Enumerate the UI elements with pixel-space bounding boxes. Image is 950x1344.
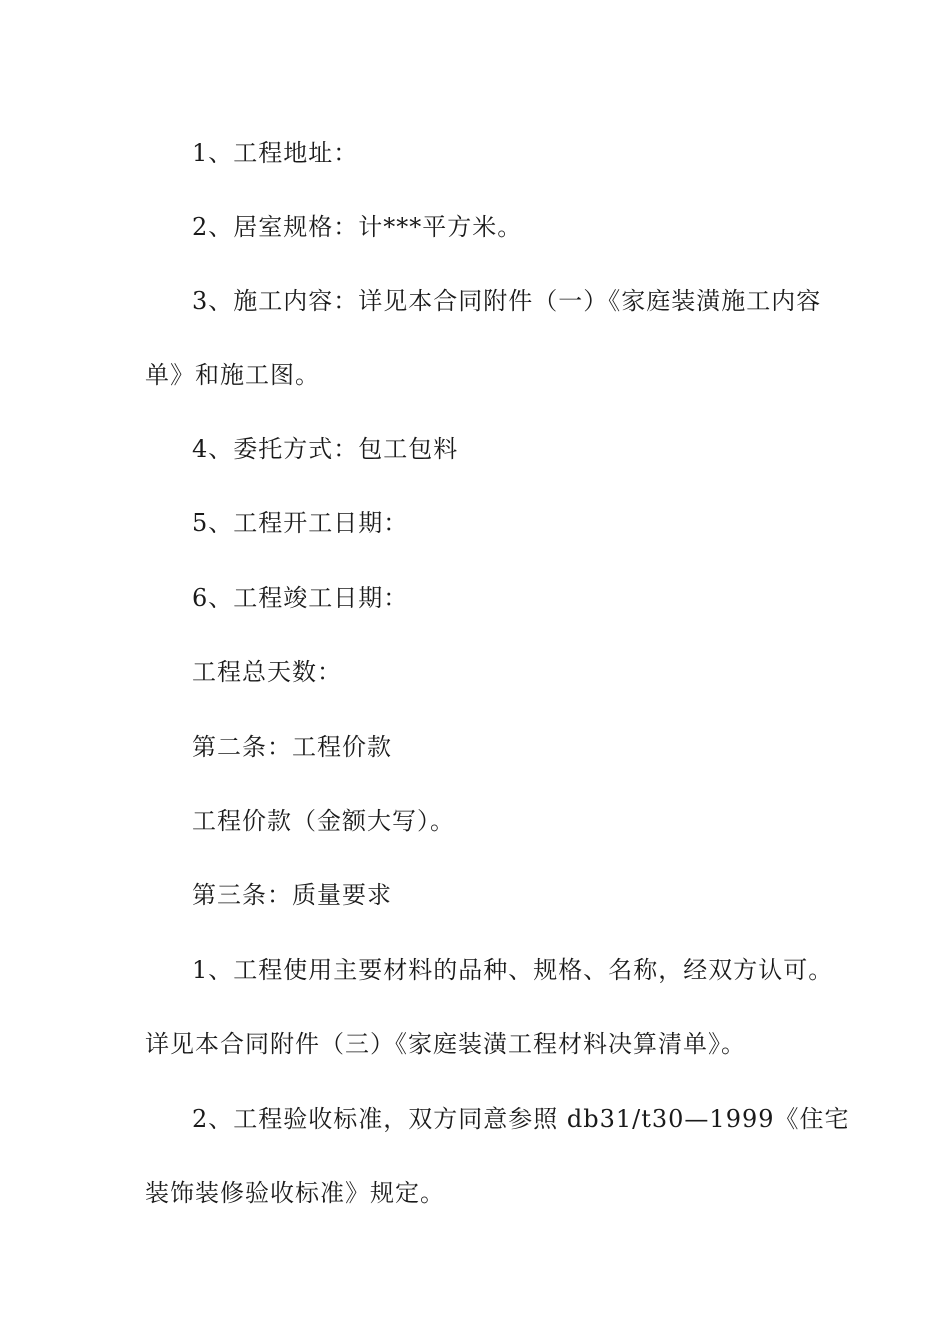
article-2-heading: 第二条：工程价款 <box>192 733 392 761</box>
item-acceptance-standard-continued: 装饰装修验收标准》规定。 <box>145 1179 445 1207</box>
item-project-address: 1、工程地址： <box>192 139 359 167</box>
item-total-days: 工程总天数： <box>192 658 342 686</box>
item-completion-date: 6、工程竣工日期： <box>192 584 409 612</box>
item-room-size: 2、居室规格：计***平方米。 <box>192 213 523 241</box>
item-acceptance-standard: 2、工程验收标准，双方同意参照 db31/t30—1999《住宅 <box>192 1105 850 1133</box>
item-start-date: 5、工程开工日期： <box>192 509 409 537</box>
item-materials-continued: 详见本合同附件（三）《家庭装潢工程材料决算清单》。 <box>145 1030 746 1058</box>
item-construction-content-continued: 单》和施工图。 <box>145 361 320 389</box>
item-materials: 1、工程使用主要材料的品种、规格、名称，经双方认可。 <box>192 956 834 984</box>
item-commission-method: 4、委托方式：包工包料 <box>192 435 459 463</box>
item-project-price: 工程价款（金额大写）。 <box>192 807 455 835</box>
article-3-heading: 第三条：质量要求 <box>192 881 392 909</box>
item-construction-content: 3、施工内容：详见本合同附件（一）《家庭装潢施工内容 <box>192 287 822 315</box>
